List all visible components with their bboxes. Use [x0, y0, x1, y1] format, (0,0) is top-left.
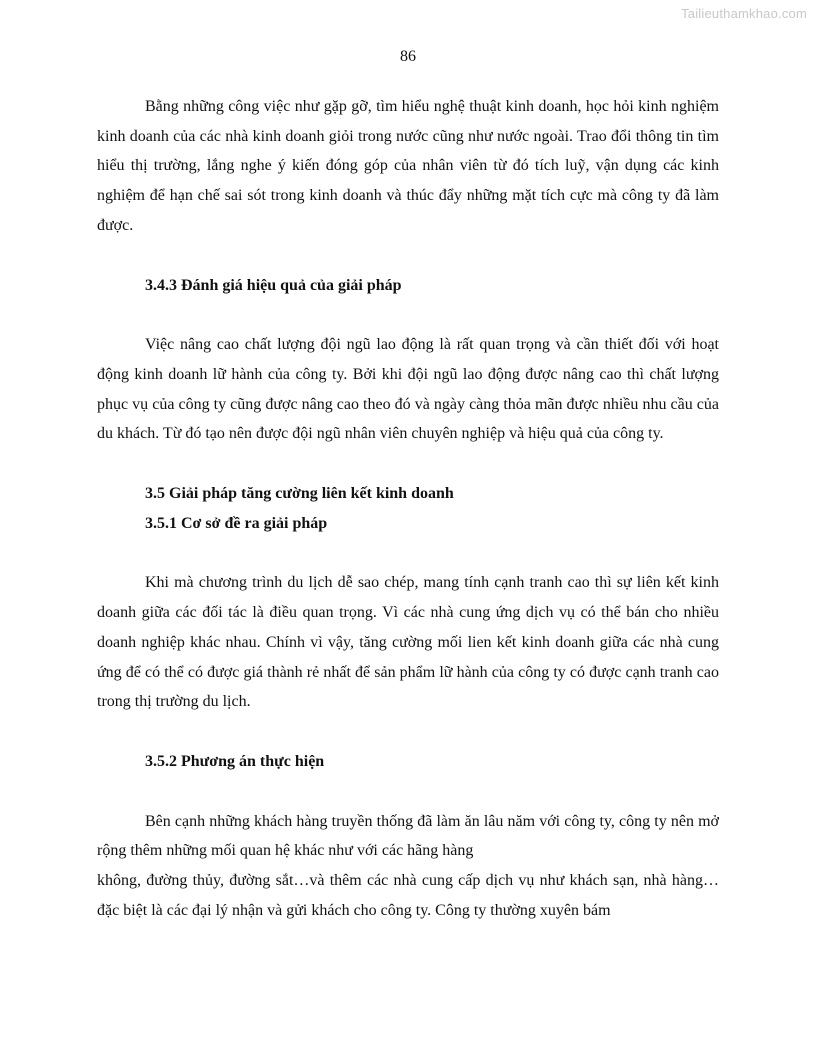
page-number: 86	[400, 48, 416, 65]
paragraph-implementation	[97, 807, 719, 926]
paragraph-implementation-line-1: Bên cạnh những khách hàng truyền thống đã làm ăn lâu năm với công ty, công ty nên mở rộng thêm những mối quan hệ khác như với các hãng hàng	[97, 812, 719, 860]
heading-3-5-2: 3.5.2 Phương án thực hiện	[145, 752, 325, 770]
document-body	[97, 92, 719, 925]
heading-3-4-3: 3.4.3 Đánh giá hiệu quả của giải pháp	[145, 276, 402, 294]
paragraph-business-linkage-basis: Khi mà chương trình du lịch dễ sao chép, mang tính cạnh tranh cao thì sự liên kết kinh doanh giữa các đối tác là điều quan trọng. Vì các nhà cung ứng dịch vụ có thể bán cho nhiều doanh nghiệp khác nhau. Chính vì vậy, tăng cường mối lien kết kinh doanh giữa các nhà cung ứng để có thể có được giá thành rẻ nhất để sản phẩm lữ hành của công ty có được cạnh tranh cao trong thị trường du lịch.	[97, 574, 719, 711]
watermark: Tailieuthamkhao.com	[681, 6, 807, 21]
heading-3-5: 3.5 Giải pháp tăng cường liên kết kinh doanh	[145, 485, 454, 503]
heading-3-5-1: 3.5.1 Cơ sở đề ra giải pháp	[145, 514, 328, 532]
paragraph-workforce-quality: Việc nâng cao chất lượng đội ngũ lao động là rất quan trọng và cần thiết đối với hoạt động kinh doanh lữ hành của công ty. Bởi khi đội ngũ lao động được nâng cao thì chất lượng phục vụ của công ty cũng được nâng cao theo đó và ngày càng thỏa mãn được nhiều nhu cầu của du khách. Từ đó tạo nên được đội ngũ nhân viên chuyên nghiệp và hiệu quả của công ty.	[97, 336, 719, 443]
paragraph-experience-learning: Bằng những công việc như gặp gỡ, tìm hiểu nghệ thuật kinh doanh, học hỏi kinh nghiệm kinh doanh của các nhà kinh doanh giỏi trong nước cũng như nước ngoài. Trao đổi thông tin tìm hiểu thị trường, lắng nghe ý kiến đóng góp của nhân viên từ đó tích luỹ, vận dụng các kinh nghiệm để hạn chế sai sót trong kinh doanh và thúc đẩy những mặt tích cực mà công ty đã làm được.	[97, 98, 719, 234]
paragraph-implementation-rest: không, đường thủy, đường sắt…và thêm các nhà cung cấp dịch vụ như khách sạn, nhà hàng… đặc biệt là các đại lý nhận và gửi khách cho công ty. Công ty thường xuyên bám	[97, 872, 719, 919]
